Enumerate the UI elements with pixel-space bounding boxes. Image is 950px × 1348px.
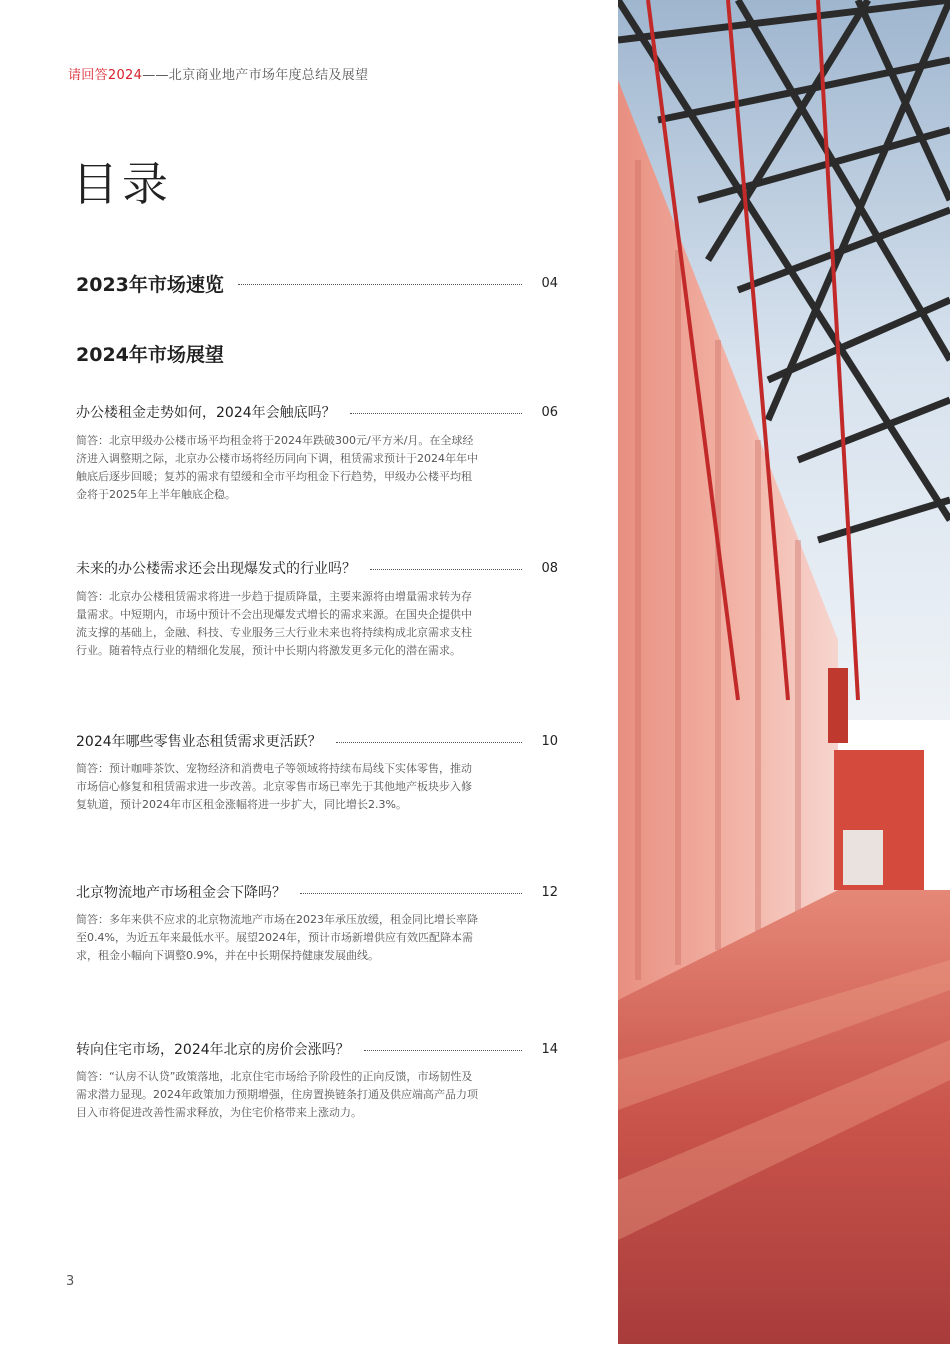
toc-entry-page: 06 (541, 404, 558, 420)
toc-entry-label: 2024年哪些零售业态租赁需求更活跃？ (76, 734, 322, 750)
atrium-photo-icon (618, 0, 950, 1344)
toc-entry-label: 未来的办公楼需求还会出现爆发式的行业吗？ (76, 561, 356, 577)
toc-entry-summary: 简答：北京办公楼租赁需求将进一步趋于提质降量，主要来源将由增量需求转为存量需求。中短期内，市场中预计不会出现爆发式增长的需求来源。在国央企提供中流支撑的基础上，金融、科技、专业服务三大行业未来也将持续构成北京需求支柱行业。随着特点行业的精细化发展，预计中长期内将激发更多元化的潜在需求。 (76, 590, 472, 657)
section-title-outlook: 2024年市场展望 (76, 344, 224, 366)
page-number: 3 (66, 1274, 75, 1289)
toc-entry-label: 办公楼租金走势如何，2024年会触底吗？ (76, 405, 336, 421)
toc-entry-office-rent[interactable] (76, 402, 558, 422)
toc-entry-summary: 简答：预计咖啡茶饮、宠物经济和消费电子等领域将持续布局线下实体零售，推动市场信心修复和租赁需求进一步改善。北京零售市场已率先于其他地产板块步入修复轨道，预计2024年市区租金涨幅将进一步扩大，同比增长2.3%。 (76, 762, 472, 811)
toc-entry-summary: 简答：北京甲级办公楼市场平均租金将于2024年跌破300元/平方米/月。在全球经济进入调整期之际，北京办公楼市场将经历同向下调，租赁需求预计于2024年年中触底后逐步回暖；复苏的需求有望缓和全市平均租金下行趋势，甲级办公楼平均租金将于2025年上半年触底企稳。 (76, 434, 478, 501)
toc-entry-logistics[interactable] (76, 882, 558, 902)
toc-entry-label: 2023年市场速览 (76, 274, 224, 296)
toc-entry-residential[interactable] (76, 1039, 558, 1059)
toc-entry-page: 08 (541, 560, 558, 576)
toc-entry-label: 转向住宅市场，2024年北京的房价会涨吗？ (76, 1042, 350, 1058)
leader-dots (370, 569, 522, 570)
toc-entry-retail[interactable] (76, 731, 558, 751)
header-subtitle: ——北京商业地产市场年度总结及展望 (142, 68, 369, 83)
leader-dots (238, 284, 522, 285)
leader-dots (300, 893, 522, 894)
toc-entry-page: 12 (541, 884, 558, 900)
toc-entry-summary: 简答：“认房不认贷”政策落地，北京住宅市场给予阶段性的正向反馈，市场韧性及需求潜力显现。2024年政策加力预期增强，住房置换链条打通及供应端高产品力项目入市将促进改善性需求释放，为住宅价格带来上涨动力。 (76, 1070, 478, 1119)
leader-dots (364, 1050, 522, 1051)
toc-entry-office-demand[interactable] (76, 558, 558, 578)
page-title: 目录 (72, 157, 172, 211)
toc-entry-page: 14 (541, 1041, 558, 1057)
toc-entry-label: 北京物流地产市场租金会下降吗？ (76, 885, 286, 901)
toc-entry-summary: 简答：多年来供不应求的北京物流地产市场在2023年承压放缓，租金同比增长率降至0.4%，为近五年来最低水平。展望2024年，预计市场新增供应有效匹配降本需求，租金小幅向下调整0.9%，并在中长期保持健康发展曲线。 (76, 913, 478, 962)
toc-entry-page: 04 (541, 276, 558, 291)
toc-entry-page: 10 (541, 733, 558, 749)
header-highlight: 请回答2024 (68, 68, 143, 83)
leader-dots (350, 413, 522, 414)
leader-dots (336, 742, 522, 743)
report-header (68, 64, 368, 83)
toc-entry-market-overview[interactable] (76, 270, 558, 297)
